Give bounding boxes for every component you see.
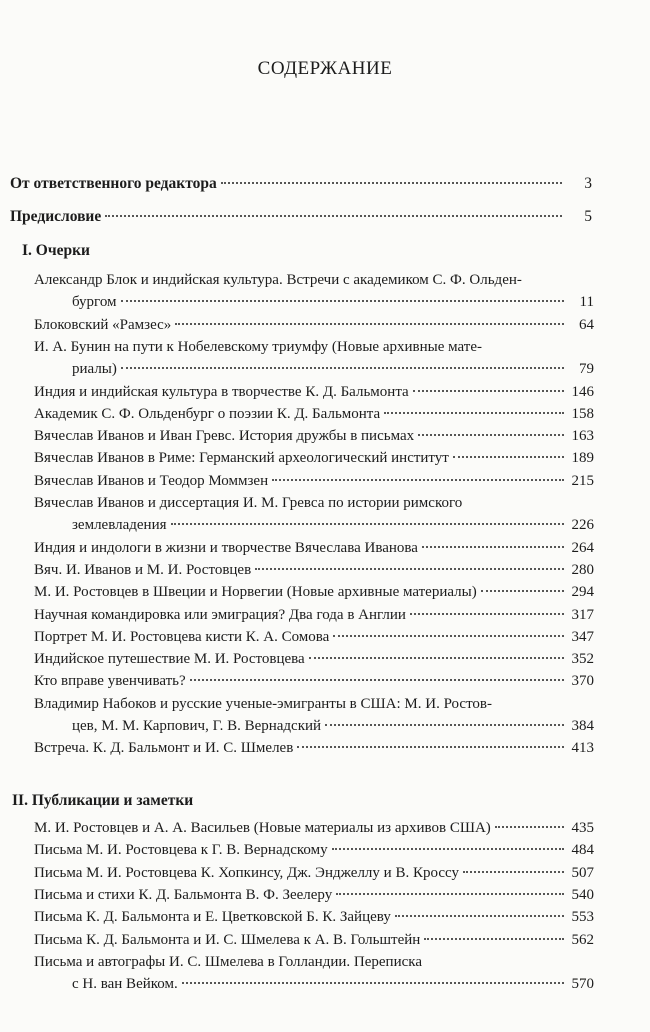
entry-title: Индийское путешествие М. И. Ростовцева [34, 651, 305, 668]
leader-dots [190, 679, 564, 681]
toc-entry[interactable] [34, 740, 594, 762]
entry-title-line: Письма и автографы И. С. Шмелева в Голландии. Переписка [34, 953, 422, 970]
entry-title: Предисловие [10, 208, 102, 225]
toc-entry[interactable] [34, 629, 594, 651]
leader-dots [422, 546, 564, 548]
entry-page: 5 [584, 208, 592, 225]
entry-page: 158 [571, 405, 594, 422]
entry-title-line: Вячеслав Иванов и диссертация И. М. Гревса по истории римского [34, 495, 463, 511]
entry-page: 347 [571, 628, 594, 645]
toc-entry[interactable] [34, 384, 594, 406]
entry-title: Письма К. Д. Бальмонта и Е. Цветковской Б. К. Зайцеву [34, 909, 391, 926]
entry-page: 370 [571, 673, 594, 690]
page-title: СОДЕРЖАНИЕ [257, 58, 393, 79]
section-heading-publications: II. Публикации и заметки [12, 792, 194, 809]
toc-entry[interactable] [34, 495, 594, 539]
toc-entry[interactable] [34, 406, 594, 428]
leader-dots [333, 635, 564, 637]
entry-page: 79 [579, 360, 594, 377]
leader-dots [171, 523, 565, 525]
toc-entry[interactable] [34, 607, 594, 629]
entry-title: Научная командировка или эмиграция? Два года в Англии [34, 606, 406, 623]
entry-title: Портрет М. И. Ростовцева кисти К. А. Сомова [34, 628, 330, 645]
leader-dots [453, 456, 564, 458]
toc-entry[interactable] [34, 909, 594, 931]
section-heading-essays: I. Очерки [22, 242, 90, 259]
entry-title: Вячеслав Иванов в Риме: Германский археологический институт [34, 450, 449, 467]
leader-dots [424, 938, 564, 940]
entry-page: 280 [571, 561, 594, 578]
toc-entry[interactable] [34, 584, 594, 606]
entry-title: Письма М. И. Ростовцева К. Хопкинсу, Дж. Энджеллу и В. Кроссу [34, 864, 459, 881]
leader-dots [175, 323, 564, 325]
entry-page: 317 [571, 606, 594, 623]
entry-page: 570 [571, 975, 594, 992]
toc-entry[interactable] [34, 473, 594, 495]
entry-page: 435 [571, 820, 594, 836]
entry-title: Встреча. К. Д. Бальмонт и И. С. Шмелев [34, 740, 294, 757]
entry-title: Письма и стихи К. Д. Бальмонта В. Ф. Зеелеру [34, 886, 333, 903]
toc-entry[interactable] [34, 673, 594, 695]
entry-page: 413 [571, 740, 594, 757]
entry-title: Вяч. И. Иванов и М. И. Ростовцев [34, 561, 252, 578]
toc-entry[interactable] [34, 696, 594, 740]
entry-title: Кто вправе увенчивать? [34, 673, 186, 690]
entry-page: 507 [571, 864, 594, 881]
entry-page: 215 [571, 472, 594, 489]
entry-page: 294 [571, 584, 594, 601]
entry-title: землевладения [72, 517, 167, 533]
entry-title: Академик С. Ф. Ольденбург о поэзии К. Д. Бальмонта [34, 405, 381, 422]
entry-title: с Н. ван Вейком. [72, 975, 178, 992]
entry-title: Письма М. И. Ростовцева к Г. В. Вернадскому [34, 842, 328, 859]
leader-dots [481, 590, 564, 592]
entry-title: бургом [72, 294, 117, 310]
toc-entry[interactable] [34, 317, 594, 339]
toc-entry-editor[interactable] [10, 175, 592, 197]
entry-title-line: Александр Блок и индийская культура. Встречи с академиком С. Ф. Ольден- [34, 272, 522, 288]
entry-title: риалы) [72, 360, 117, 377]
toc-entry[interactable] [34, 820, 594, 842]
toc-entry[interactable] [34, 651, 594, 673]
leader-dots [272, 479, 564, 481]
entry-title: От ответственного редактора [10, 175, 217, 192]
entry-page: 540 [571, 886, 594, 903]
toc-entry[interactable] [34, 562, 594, 584]
leader-dots [410, 613, 564, 615]
entry-title-line: Владимир Набоков и русские ученые-эмигранты в США: М. И. Ростов- [34, 695, 493, 712]
entry-page: 264 [571, 539, 594, 556]
leader-dots [413, 390, 564, 392]
entry-title: Блоковский «Рамзес» [34, 316, 172, 333]
entry-page: 11 [579, 294, 594, 310]
entry-title: М. И. Ростовцев и А. А. Васильев (Новые материалы из архивов США) [34, 820, 491, 836]
entry-title: Вячеслав Иванов и Теодор Моммзен [34, 472, 269, 489]
toc-entry[interactable] [34, 540, 594, 562]
entry-title-line: И. А. Бунин на пути к Нобелевскому триумфу (Новые архивные матe- [34, 338, 482, 355]
toc-entry[interactable] [34, 865, 594, 887]
entry-title: М. И. Ростовцев в Швеции и Норвегии (Новые архивные материалы) [34, 584, 477, 601]
leader-dots [395, 915, 564, 917]
toc-entry[interactable] [34, 932, 594, 954]
leader-dots [255, 568, 564, 570]
toc-entry[interactable] [34, 450, 594, 472]
entry-page: 484 [571, 842, 594, 859]
toc-entry-preface[interactable] [10, 208, 592, 230]
entry-title: Письма К. Д. Бальмонта и И. С. Шмелева к А. В. Гольштейн [34, 931, 421, 948]
entry-title: Вячеслав Иванов и Иван Гревс. История дружбы в письмах [34, 428, 415, 445]
entry-page: 384 [571, 717, 594, 734]
leader-dots [121, 367, 564, 369]
leader-dots [495, 826, 564, 828]
toc-entry[interactable] [34, 954, 594, 998]
entry-title: Индия и индийская культура в творчестве К. Д. Бальмонта [34, 383, 409, 400]
entry-page: 163 [571, 428, 594, 445]
leader-dots [336, 893, 564, 895]
entry-title: Индия и индологи в жизни и творчестве Вячеслава Иванова [34, 539, 418, 556]
entry-page: 352 [571, 651, 594, 668]
entry-page: 553 [571, 909, 594, 926]
leader-dots [325, 724, 564, 726]
leader-dots [182, 982, 564, 984]
toc-entry[interactable] [34, 428, 594, 450]
leader-dots [121, 300, 564, 302]
toc-entry[interactable] [34, 887, 594, 909]
leader-dots [332, 848, 564, 850]
leader-dots [297, 746, 564, 748]
leader-dots [309, 657, 564, 659]
toc-entry[interactable] [34, 272, 594, 316]
leader-dots [105, 215, 562, 217]
leader-dots [463, 871, 564, 873]
toc-entry[interactable] [34, 339, 594, 383]
entry-page: 64 [579, 316, 594, 333]
leader-dots [384, 412, 564, 414]
entry-page: 3 [584, 175, 592, 192]
entry-page: 226 [571, 517, 594, 533]
toc-entry[interactable] [34, 842, 594, 864]
entry-title: цев, М. М. Карпович, Г. В. Вернадский [72, 717, 322, 734]
leader-dots [221, 182, 562, 184]
entry-page: 189 [571, 450, 594, 467]
leader-dots [418, 434, 564, 436]
entry-page: 562 [571, 931, 594, 948]
entry-page: 146 [571, 383, 594, 400]
